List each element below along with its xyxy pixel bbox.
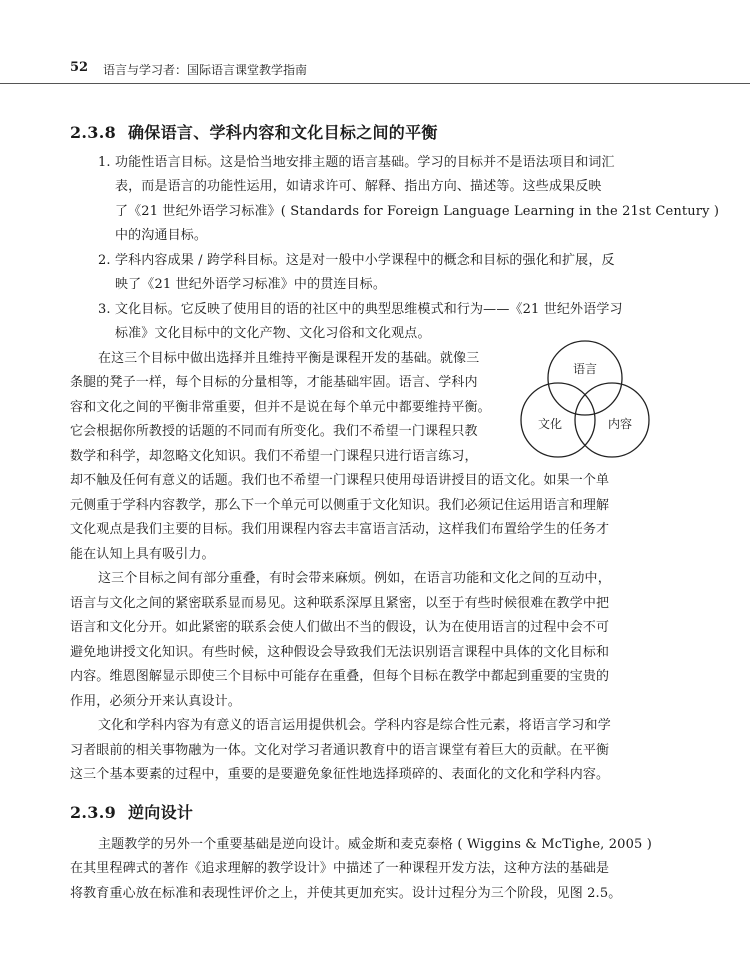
paragraph-line: 主题教学的另外一个重要基础是逆向设计。威金斯和麦克泰格 ( Wiggins & McTighe, 2005 )	[98, 837, 652, 852]
paragraph-line: 语言与文化之间的紧密联系显而易见。这种联系深厚且紧密，以至于有些时候很难在教学中把	[70, 596, 610, 611]
paragraph-line: 数学和科学，却忽略文化知识。我们不希望一门课程只进行语言练习，	[70, 449, 478, 464]
venn-diagram	[510, 338, 660, 468]
venn-label-culture: 文化	[537, 417, 563, 431]
paragraph-line: 容和文化之间的平衡非常重要，但并不是说在每个单元中都要维持平衡。	[70, 400, 491, 415]
list-item-line: 表，而是语言的功能性运用，如请求许可、解释、指出方向、描述等。这些成果反映	[115, 179, 602, 194]
paragraph-line: 这三个基本要素的过程中，重要的是要避免象征性地选择琐碎的、表面化的文化和学科内容。	[70, 767, 610, 782]
section-title: 逆向设计	[128, 803, 194, 822]
paragraph-line: 内容。维恩图解显示即使三个目标中可能存在重叠，但每个目标在教学中都起到重要的宝贵的	[70, 669, 610, 684]
paragraph-line: 文化和学科内容为有意义的语言运用提供机会。学科内容是综合性元素，将语言学习和学	[98, 718, 611, 733]
section-heading-2-3-8	[70, 120, 438, 143]
venn-label-content: 内容	[607, 417, 633, 431]
paragraph-line: 在这三个目标中做出选择并且维持平衡是课程开发的基础。就像三	[98, 351, 480, 366]
paragraph-line: 将教育重心放在标准和表现性评价之上，并使其更加充实。设计过程分为三个阶段，见图 2.5。	[70, 886, 622, 901]
paragraph-line: 语言和文化分开。如此紧密的联系会使人们做出不当的假设，认为在使用语言的过程中会不可	[70, 620, 610, 635]
paragraph-line: 习者眼前的相关事物融为一体。文化对学习者通识教育中的语言课堂有着巨大的贡献。在平衡	[70, 743, 610, 758]
paragraph-line: 避免地讲授文化知识。有些时候，这种假设会导致我们无法识别语言课程中具体的文化目标和	[70, 645, 610, 660]
paragraph-line: 文化观点是我们主要的目标。我们用课程内容去丰富语言活动，这样我们布置给学生的任务才	[70, 522, 610, 537]
list-item-line: 映了《21 世纪外语学习标准》中的贯连目标。	[115, 277, 386, 292]
paragraph-line: 作用，必须分开来认真设计。	[70, 694, 241, 709]
list-item-line: 中的沟通目标。	[115, 228, 208, 243]
venn-circle-language	[548, 341, 622, 415]
paragraph-line: 能在认知上具有吸引力。	[70, 547, 215, 562]
page-number: 52	[70, 60, 89, 75]
venn-label-language: 语言	[572, 362, 598, 376]
section-title: 确保语言、学科内容和文化目标之间的平衡	[128, 123, 438, 142]
list-item-line: 了《21 世纪外语学习标准》( Standards for Foreign Language Learning in the 21st Century )	[115, 204, 720, 219]
list-item-line: 标准》文化目标中的文化产物、文化习俗和文化观点。	[115, 326, 431, 341]
header-rule	[0, 83, 750, 84]
section-number: 2.3.9	[70, 803, 117, 822]
list-item-line: 2. 学科内容成果 / 跨学科目标。这是对一般中小学课程中的概念和目标的强化和扩展，反	[98, 253, 615, 268]
list-item-line: 1. 功能性语言目标。这是恰当地安排主题的语言基础。学习的目标并不是语法项目和词汇	[98, 155, 615, 170]
list-item-line: 3. 文化目标。它反映了使用目的语的社区中的典型思维模式和行为——《21 世纪外语学习	[98, 302, 623, 317]
paragraph-line: 却不触及任何有意义的话题。我们也不希望一门课程只使用母语讲授目的语文化。如果一个单	[70, 473, 610, 488]
section-number: 2.3.8	[70, 123, 117, 142]
section-heading-2-3-9	[70, 800, 193, 823]
paragraph-line: 在其里程碑式的著作《追求理解的教学设计》中描述了一种课程开发方法，这种方法的基础是	[70, 861, 610, 876]
running-title: 语言与学习者：国际语言课堂教学指南	[103, 63, 308, 77]
paragraph-line: 这三个目标之间有部分重叠，有时会带来麻烦。例如，在语言功能和文化之间的互动中，	[98, 571, 611, 586]
paragraph-line: 它会根据你所教授的话题的不同而有所变化。我们不希望一门课程只教	[70, 424, 478, 439]
paragraph-line: 条腿的凳子一样，每个目标的分量相等，才能基础牢固。语言、学科内	[70, 375, 478, 390]
paragraph-line: 元侧重于学科内容教学，那么下一个单元可以侧重于文化知识。我们必须记住运用语言和理解	[70, 498, 610, 513]
